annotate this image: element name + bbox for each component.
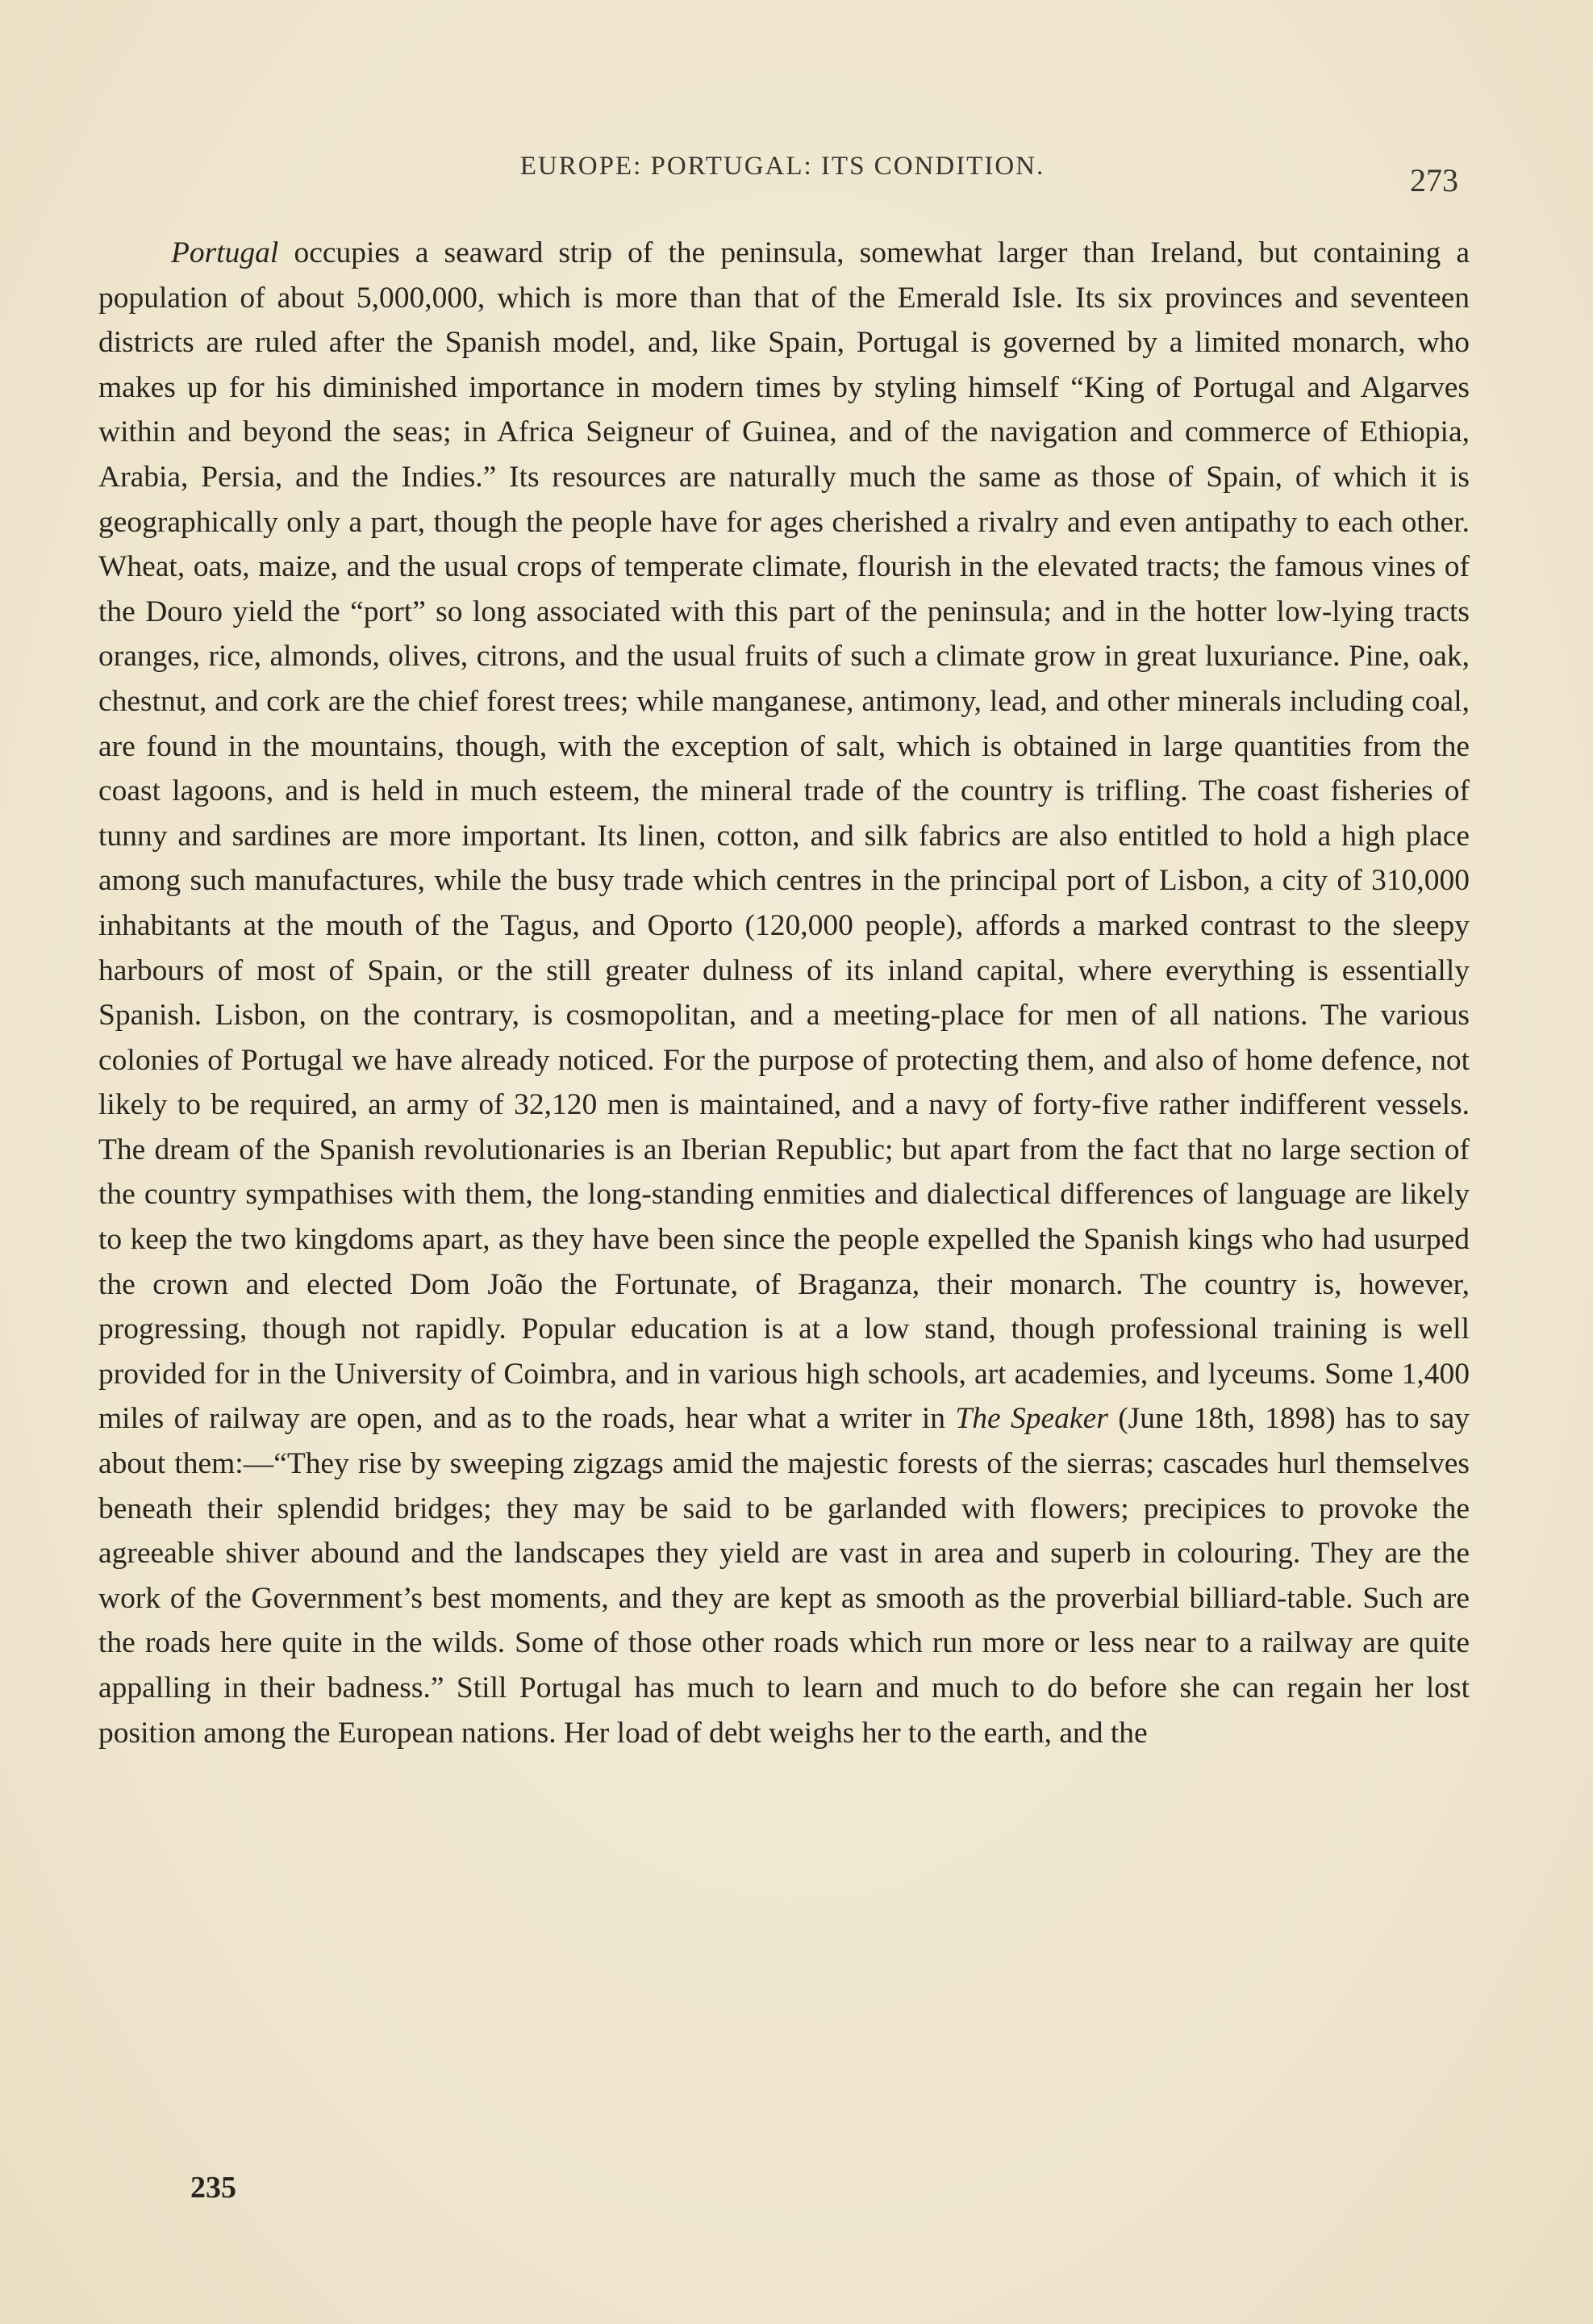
running-title: EUROPE: PORTUGAL: ITS CONDITION. — [519, 152, 1045, 181]
page-number: 273 — [1410, 162, 1458, 198]
paragraph-text-part-1: occupies a seaward strip of the peninsula, somewhat larger than Ireland, but containing a population of about 5,000,000, which is more than that of the Emerald Isle. Its six provinces and seventeen districts are ruled after the Spanish model, and, like Spain, Portugal is governed by a limited monarch, who makes up for his diminished importance in modern times by styling himself “King of Portugal and Algarves within and beyond the seas; in Africa Seigneur of Guinea, and of the navigation and commerce of Ethiopia, Arabia, Persia, and the Indies.” Its resources are naturally much the same as those of Spain, of which it is geographically only a part, though the people have for ages cherished a rivalry and even antipathy to each other. Wheat, oats, maize, and the usual crops of temperate climate, flourish in the elevated tracts; the famous vines of the Douro yield the “port” so long associated with this part of the peninsula; and in the hotter low-lying tracts oranges, rice, almonds, olives, citrons, and the usual fruits of such a climate grow in great luxuriance. Pine, oak, chestnut, and cork are the chief forest trees; while manganese, antimony, lead, and other minerals including coal, are found in the mountains, though, with the exception of salt, which is obtained in large quantities from the coast lagoons, and is held in much esteem, the mineral trade of the country is trifling. The coast fisheries of tunny and sardines are more important. Its linen, cotton, and silk fabrics are also entitled to hold a high place among such manufactures, while the busy trade which centres in the principal port of Lisbon, a city of 310,000 inhabitants at the mouth of the Tagus, and Oporto (120,000 people), affords a marked contrast to the sleepy harbours of most of Spain, or the still greater dulness of its inland capital, where everything is essentially Spanish. Lisbon, on the contrary, is cosmopolitan, and a meeting-place for men of all nations. The various colonies of Portugal we have already noticed. For the purpose of protecting them, and also of home defence, not likely to be required, an army of 32,120 men is maintained, and a navy of forty-five rather indifferent vessels. The dream of the Spanish revolutionaries is an Iberian Republic; but apart from the fact that no large section of the country sympathises with them, the long-standing enmities and dialectical differences of language are likely to keep the two kingdoms apart, as they have been since the people expelled the Spanish kings who had usurped the crown and elected Dom João the Fortunate, of Braganza, their monarch. The country is, however, progressing, though not rapidly. Popular education is at a low stand, though professional training is well provided for in the University of Coimbra, and in various high schools, art academies, and lyceums. Some 1,400 miles of railway are open, and as to the roads, hear what a writer in — [98, 236, 1470, 1436]
body-paragraph — [98, 231, 1470, 1755]
paragraph-text-part-2: (June 18th, 1898) has to say about them:—“They rise by sweeping zigzags amid the majestic forests of the sierras; cascades hurl themselves beneath their splendid bridges; they may be said to be garlanded with flowers; precipices to provoke the agreeable shiver abound and the landscapes they yield are vast in area and superb in colouring. They are the work of the Government’s best moments, and they are kept as smooth as the proverbial billiard-table. Such are the roads here quite in the wilds. Some of those other roads which run more or less near to a railway are quite appalling in their badness.” Still Portugal has much to learn and much to do before she can regain her lost position among the European nations. Her load of debt weighs her to the earth, and the — [98, 1402, 1470, 1750]
italic-source-title: The Speaker — [955, 1402, 1108, 1436]
signature-mark: 235 — [190, 2171, 236, 2205]
lead-italic-word: Portugal — [171, 236, 279, 269]
